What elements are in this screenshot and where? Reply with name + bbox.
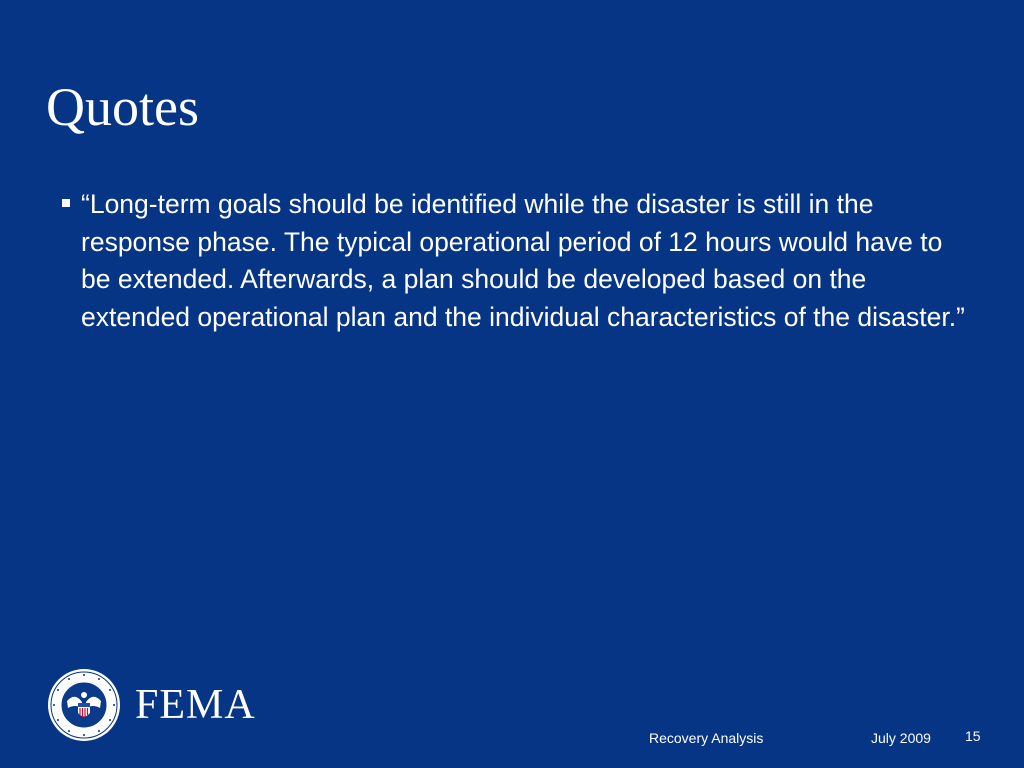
- bullet-text: “Long-term goals should be identified while the disaster is still in the response phase. The typical operational period of 12 hours would have to be extended. Afterwards, a plan should be developed based on the extended operational plan and the individual characteristics of the disaster.”: [81, 189, 965, 332]
- bullet-list: [60, 186, 970, 336]
- footer-title: Recovery Analysis: [649, 730, 764, 746]
- page-number: 15: [965, 728, 981, 744]
- bullet-item: [60, 186, 970, 336]
- slide-title: Quotes: [46, 77, 199, 137]
- square-bullet-icon: [62, 199, 70, 207]
- footer-date: July 2009: [871, 730, 931, 746]
- dhs-seal-icon: [47, 668, 121, 742]
- fema-wordmark: FEMA: [135, 682, 256, 728]
- fema-logo: [47, 668, 256, 742]
